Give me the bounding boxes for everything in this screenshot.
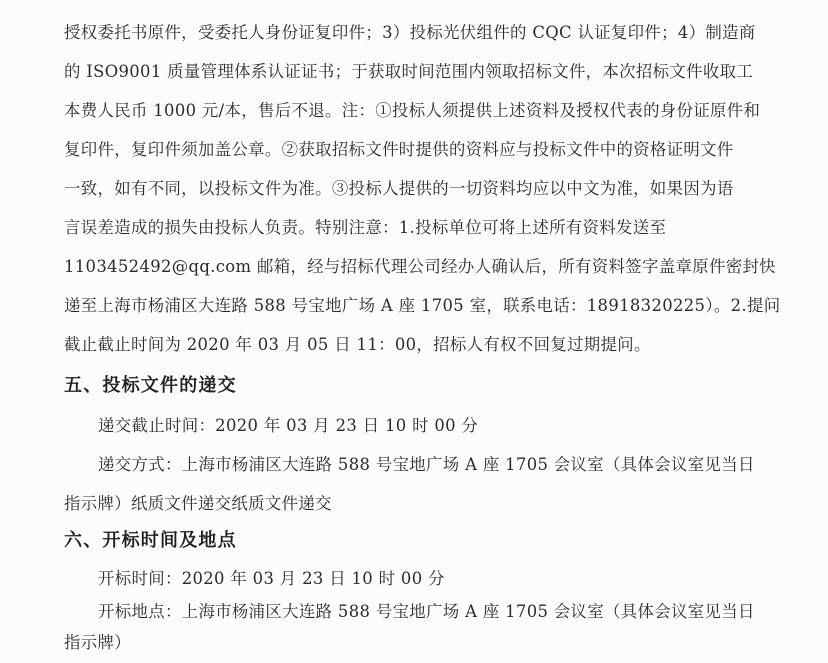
submission-method: 递交方式：上海市杨浦区大连路 588 号宝地广场 A 座 1705 会议室（具体会议室见当日 <box>98 455 755 474</box>
section-heading-submission: 五、投标文件的递交 <box>64 375 237 396</box>
submission-method-continued: 指示牌）纸质文件递交纸质文件递交 <box>64 494 332 513</box>
opening-place-continued: 指示牌） <box>64 633 131 652</box>
paragraph-line: 递至上海市杨浦区大连路 588 号宝地广场 A 座 1705 室，联系电话：18918320225）。2.提问 <box>64 296 781 315</box>
submission-deadline: 递交截止时间：2020 年 03 月 23 日 10 时 00 分 <box>98 416 479 435</box>
paragraph-line: 的 ISO9001 质量管理体系认证证书；于获取时间范围内领取招标文件，本次招标文件收取工 <box>64 62 754 81</box>
opening-place: 开标地点：上海市杨浦区大连路 588 号宝地广场 A 座 1705 会议室（具体会议室见当日 <box>98 602 755 621</box>
paragraph-line: 一致，如有不同，以投标文件为准。③投标人提供的一切资料均应以中文为准，如果因为语 <box>64 179 734 198</box>
opening-time: 开标时间：2020 年 03 月 23 日 10 时 00 分 <box>98 569 445 588</box>
paragraph-line: 本费人民币 1000 元/本，售后不退。注：①投标人须提供上述资料及授权代表的身份证原件和 <box>64 101 761 120</box>
section-heading-opening: 六、开标时间及地点 <box>64 530 237 551</box>
paragraph-line: 截止截止时间为 2020 年 03 月 05 日 11：00，招标人有权不回复过期提问。 <box>64 335 651 354</box>
paragraph-line: 复印件，复印件须加盖公章。②获取招标文件时提供的资料应与投标文件中的资格证明文件 <box>64 140 734 159</box>
paragraph-line: 1103452492@qq.com 邮箱，经与招标代理公司经办人确认后，所有资料签字盖章原件密封快 <box>64 257 776 276</box>
paragraph-line: 言误差造成的损失由投标人负责。特别注意：1.投标单位可将上述所有资料发送至 <box>64 218 667 237</box>
paragraph-line: 授权委托书原件，受委托人身份证复印件；3）投标光伏组件的 CQC 认证复印件；4）制造商 <box>64 23 756 42</box>
